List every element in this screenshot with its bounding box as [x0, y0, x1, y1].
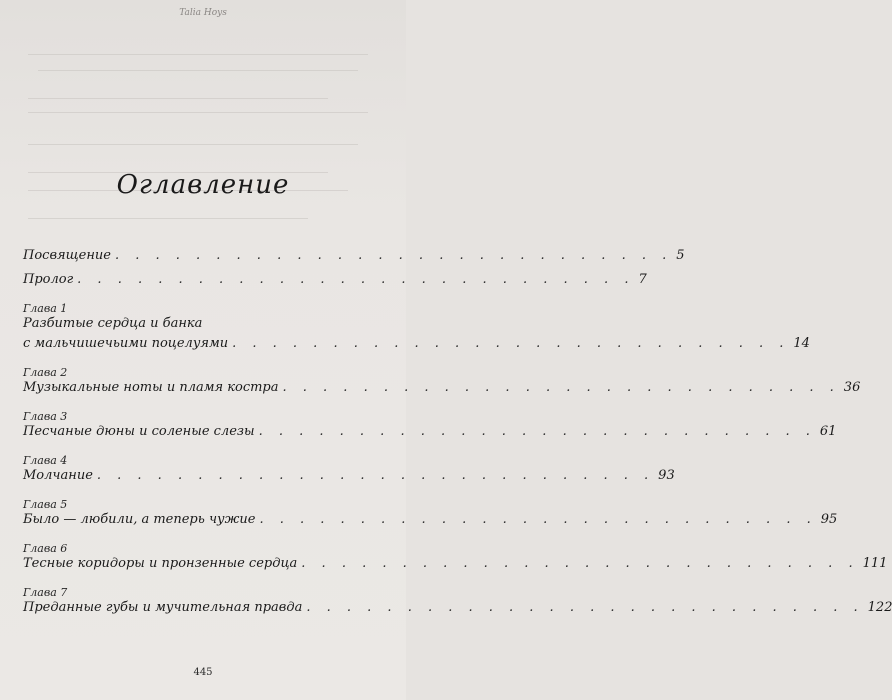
toc-entry-title: с мальчишечьими поцелуями [23, 336, 229, 351]
leader-dots: . . . . . . . . . . . . . . . . . . . . . . . . . . . . [232, 336, 790, 351]
toc-entry-title: Было — любили, а теперь чужие [23, 512, 256, 527]
leader-dots: . . . . . . . . . . . . . . . . . . . . . . . . . . . . [282, 380, 840, 395]
toc-entry-page: 93 [658, 468, 675, 483]
chapter-label: Глава 6 [23, 542, 68, 555]
chapter-label: Глава 7 [23, 586, 68, 599]
running-head: Talia Hoys [179, 8, 227, 18]
chapter-label: Глава 2 [23, 366, 68, 379]
toc-entry-page: 122 [867, 600, 892, 615]
toc-entry-chapter-7[interactable] [23, 600, 892, 620]
toc-entry-page: 36 [843, 380, 861, 395]
chapter-label: Глава 5 [23, 498, 68, 511]
leader-dots: . . . . . . . . . . . . . . . . . . . . . . . . . . . . [306, 600, 864, 615]
chapter-label: Глава 3 [23, 410, 68, 423]
leader-dots: . . . . . . . . . . . . . . . . . . . . . . . . . . . . [301, 556, 859, 571]
toc-entry-page: 5 [676, 248, 685, 263]
toc-entry-page: 61 [819, 424, 837, 439]
toc-entry-title: Молчание [23, 468, 93, 483]
toc-entry-chapter-1[interactable] [23, 336, 810, 356]
leader-dots: . . . . . . . . . . . . . . . . . . . . . . . . . . . . [77, 272, 635, 287]
toc-entry-page: 111 [862, 556, 888, 571]
toc-entry-prologue[interactable] [23, 272, 647, 292]
leader-dots: . . . . . . . . . . . . . . . . . . . . . . . . . . . . [96, 468, 655, 483]
toc-entry-title: Пролог [23, 272, 74, 287]
bleed-through-text [18, 40, 388, 230]
toc-entry-title-line1[interactable]: Разбитые сердца и банка [23, 316, 203, 331]
chapter-label: Глава 1 [23, 302, 68, 315]
toc-entry-page: 14 [793, 336, 810, 351]
leader-dots: . . . . . . . . . . . . . . . . . . . . . . . . . . . . [114, 248, 673, 263]
toc-entry-page: 7 [638, 272, 647, 287]
toc-entry-page: 95 [820, 512, 838, 527]
leader-dots: . . . . . . . . . . . . . . . . . . . . . . . . . . . . [259, 512, 817, 527]
toc-entry-title: Музыкальные ноты и пламя костра [23, 380, 279, 395]
toc-entry-title: Посвящение [23, 248, 111, 263]
page-number: 445 [193, 667, 213, 678]
toc-entry-chapter-3[interactable] [23, 424, 837, 444]
chapter-label: Глава 4 [23, 454, 68, 467]
toc-entry-chapter-2[interactable] [23, 380, 861, 400]
leader-dots: . . . . . . . . . . . . . . . . . . . . . . . . . . . . [258, 424, 816, 439]
toc-entry-title: Преданные губы и мучительная правда [23, 600, 303, 615]
toc-entry-title: Тесные коридоры и пронзенные сердца [23, 556, 298, 571]
toc-entry-dedication[interactable] [23, 248, 685, 268]
page-title: Оглавление [116, 170, 290, 200]
toc-entry-chapter-6[interactable] [23, 556, 888, 576]
toc-entry-title: Песчаные дюны и соленые слезы [23, 424, 255, 439]
toc-entry-chapter-5[interactable] [23, 512, 838, 532]
toc-entry-chapter-4[interactable] [23, 468, 675, 488]
